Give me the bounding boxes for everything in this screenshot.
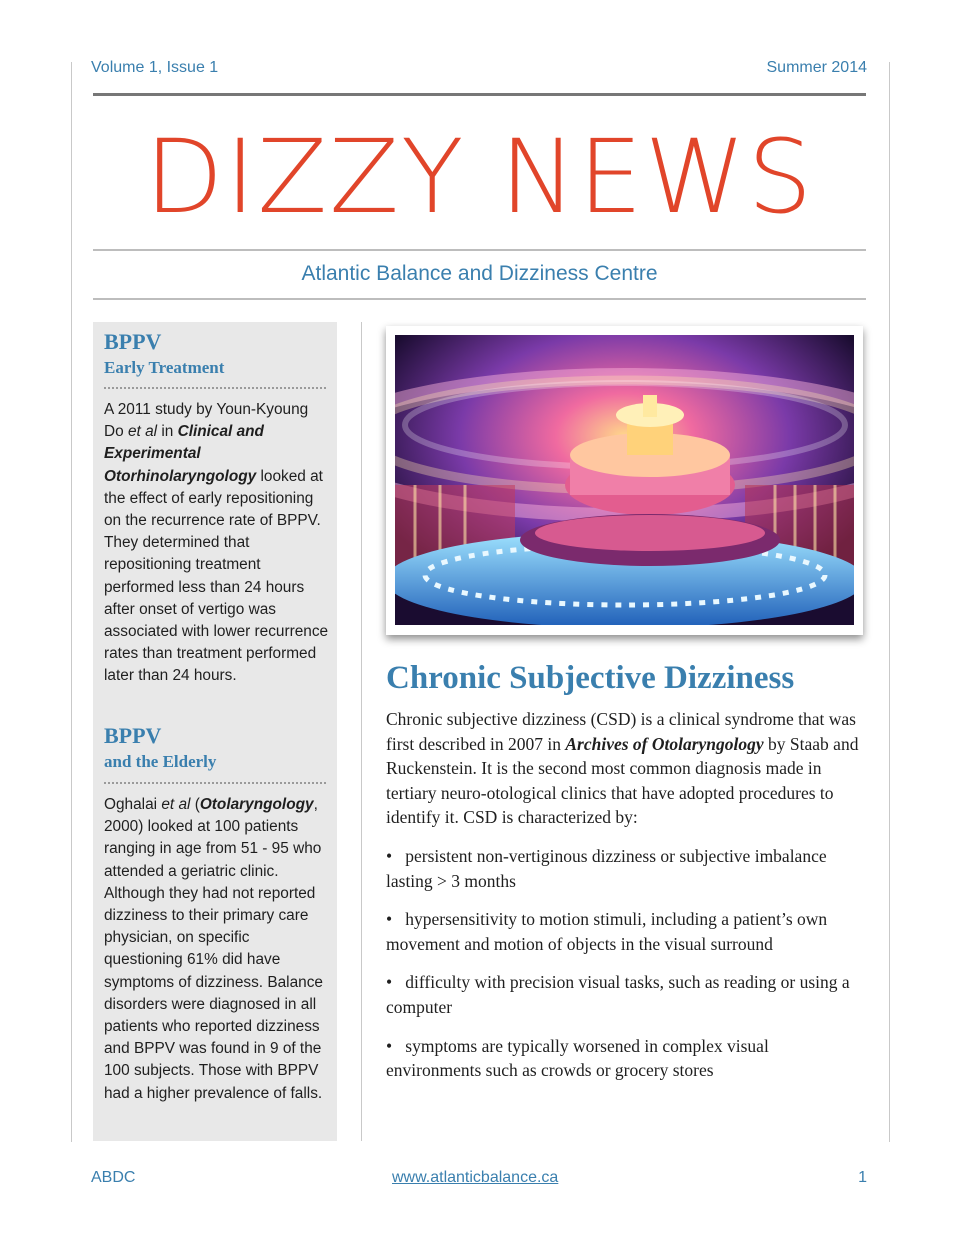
article-bullet-text: symptoms are typically worsened in complex visual environments such as crowds or grocery stores — [386, 1035, 769, 1081]
page-margin-rule-right — [889, 62, 890, 1142]
masthead-divider-bottom — [93, 298, 866, 300]
article-body — [386, 707, 862, 1083]
sidebar-section-title: BPPV — [104, 329, 162, 354]
masthead-divider-top — [93, 249, 866, 251]
article-bullet: • difficulty with precision visual tasks, such as reading or using a computer — [386, 972, 850, 1017]
article-bullet-text: persistent non-vertiginous dizziness or subjective imbalance lasting > 3 months — [386, 845, 827, 891]
sidebar-dotted-divider — [104, 782, 326, 784]
carousel-photo — [395, 335, 854, 625]
masthead-title: DIZZY NEWS — [144, 118, 815, 237]
article-bullet: • hypersensitivity to motion stimuli, including a patient’s own movement and motion of objects in the visual surround — [386, 909, 828, 954]
sidebar-dotted-divider — [104, 387, 326, 389]
header-divider — [93, 93, 866, 96]
sidebar-section-title: BPPV — [104, 723, 162, 748]
issue-date: Summer 2014 — [766, 59, 867, 76]
article-bullet: • persistent non-vertiginous dizziness or subjective imbalance lasting > 3 months — [386, 845, 827, 891]
carousel-photo-frame — [386, 326, 863, 635]
page-number: 1 — [858, 1169, 867, 1186]
sidebar-section-subtitle: and the Elderly — [104, 752, 217, 771]
sidebar — [93, 322, 337, 1141]
column-divider — [361, 322, 362, 1141]
footer-org-abbrev: ABDC — [91, 1169, 136, 1186]
issue-label: Volume 1, Issue 1 — [91, 59, 219, 76]
article-intro: Chronic subjective dizziness (CSD) is a clinical syndrome that was first described in 2007 in Archives of Otolaryngology by Staab and Ruckenstein. It is the second most common diagnosis made in tertiary neuro-otological clinics that have adopted procedures to identify it. CSD is characterized by: — [386, 709, 859, 828]
article-bullet-text: hypersensitivity to motion stimuli, including a patient’s own movement and motion of objects in the visual surround — [386, 909, 828, 954]
article-title: Chronic Subjective Dizziness — [386, 660, 795, 696]
organization-name: Atlantic Balance and Dizziness Centre — [301, 262, 658, 285]
sidebar-section-subtitle: Early Treatment — [104, 358, 225, 377]
carousel-illustration — [395, 335, 854, 625]
page-margin-rule-left — [71, 62, 72, 1142]
sidebar-section-body: A 2011 study by Youn-Kyoung Do et al in Clinical and Experimental Otorhinolaryngology looked at the effect of early repositioning on the recurrence rate of BPPV. They determined that repositioning treatment performed less than 24 hours after onset of vertigo was associated with lower recurrence rates than treatment performed later than 24 hours. — [104, 401, 329, 685]
article-bullet: • symptoms are typically worsened in complex visual environments such as crowds or grocery stores — [386, 1035, 769, 1081]
footer-website-link[interactable]: www.atlanticbalance.ca — [392, 1169, 559, 1186]
article-bullet-text: difficulty with precision visual tasks, such as reading or using a computer — [386, 972, 850, 1017]
sidebar-section-body: Oghalai et al (Otolaryngology, 2000) looked at 100 patients ranging in age from 51 - 95 who attended a geriatric clinic. Although they had not reported dizziness to their primary care physician, on specific questioning 61% did have symptoms of dizziness. Balance disorders were diagnosed in all patients who reported dizziness and BPPV was found in 9 of the 100 subjects. Those with BPPV had a higher prevalence of falls. — [104, 796, 323, 1102]
